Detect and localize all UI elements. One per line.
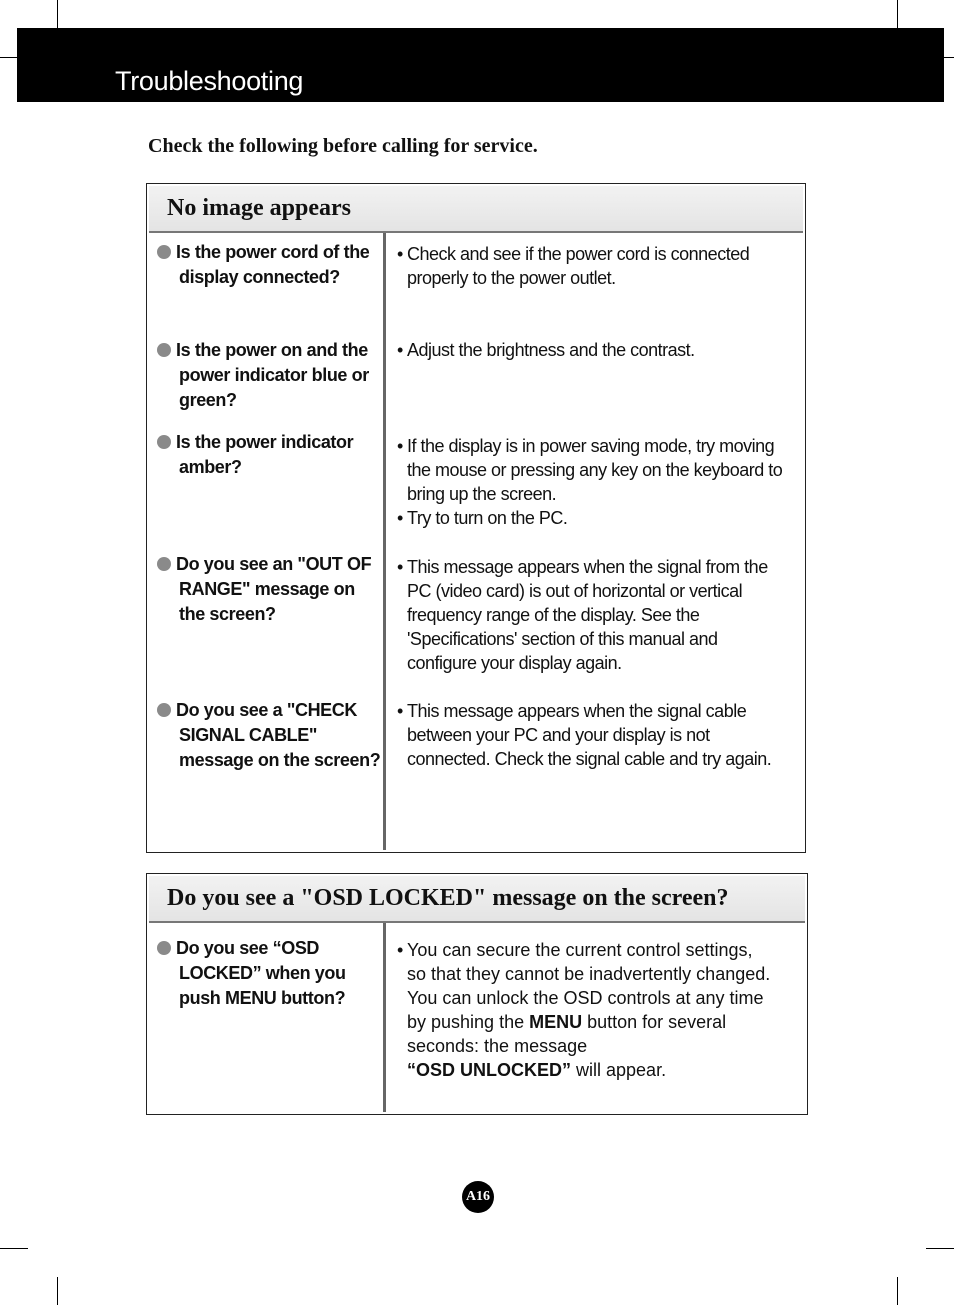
- page-title: Troubleshooting: [115, 66, 304, 96]
- bullet-dot-icon: [157, 435, 171, 449]
- menu-keyword: MENU: [529, 1012, 583, 1032]
- question-osd-locked: Do you see “OSD LOCKED” when you push MENU button?: [157, 936, 357, 1011]
- question-power-cord: Is the power cord of the display connected?: [157, 240, 385, 290]
- question-check-signal: Do you see a "CHECK SIGNAL CABLE" message on the screen?: [157, 698, 385, 773]
- answer-out-of-range: • This message appears when the signal from the PC (video card) is out of horizontal or vertical frequency range of the display. See the 'Specifications' section of this manual and configure your display again.: [397, 557, 768, 673]
- section-osd-locked: [146, 873, 808, 1115]
- page-number-badge: A16: [462, 1181, 494, 1213]
- crop-mark: [57, 1277, 58, 1305]
- intro-text: Check the following before calling for service.: [148, 135, 538, 157]
- section-header: [149, 186, 803, 233]
- question-amber-indicator: Is the power indicator amber?: [157, 430, 385, 480]
- answer-power-cord: • Check and see if the power cord is connected properly to the power outlet.: [397, 244, 750, 288]
- answer-power-saving: • If the display is in power saving mode, try moving the mouse or pressing any key on the keyboard to bring up the screen. • Try to turn on the PC.: [397, 436, 783, 528]
- bullet-dot-icon: [157, 703, 171, 717]
- crop-mark: [0, 1248, 28, 1249]
- bullet-dot-icon: [157, 245, 171, 259]
- bullet-dot-icon: [157, 557, 171, 571]
- bullet-dot-icon: [157, 941, 171, 955]
- question-power-indicator: Is the power on and the power indicator blue or green?: [157, 338, 385, 413]
- question-out-of-range: Do you see an "OUT OF RANGE" message on the screen?: [157, 552, 385, 627]
- crop-mark: [926, 1248, 954, 1249]
- section-header: [149, 876, 805, 923]
- section-title: No image appears: [167, 195, 351, 221]
- answer-osd-locked: • You can secure the current control settings, so that they cannot be inadvertently changed. You can unlock the OSD controls at any time by pushing the MENU button for several seconds: the message “OSD UNLOCKED” will appear.: [397, 940, 771, 1080]
- column-divider: [383, 923, 386, 1112]
- crop-mark: [897, 1277, 898, 1305]
- bullet-dot-icon: [157, 343, 171, 357]
- answer-brightness: • Adjust the brightness and the contrast.: [397, 340, 695, 360]
- osd-unlocked-keyword: “OSD UNLOCKED”: [407, 1060, 572, 1080]
- section-no-image: [146, 183, 806, 853]
- crop-mark: [57, 0, 58, 28]
- crop-mark: [0, 57, 17, 58]
- section-title: Do you see a "OSD LOCKED" message on the screen?: [167, 885, 729, 911]
- crop-mark: [897, 0, 898, 28]
- answer-check-signal: • This message appears when the signal cable between your PC and your display is not connected. Check the signal cable and try again.: [397, 701, 772, 769]
